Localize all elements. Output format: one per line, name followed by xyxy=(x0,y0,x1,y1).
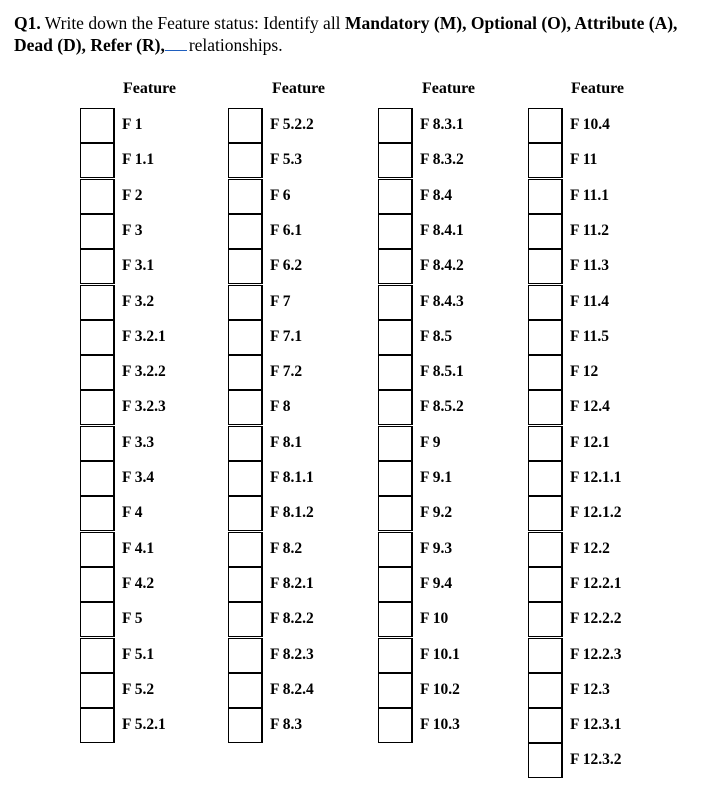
feature-label: F 8.4 xyxy=(420,187,453,204)
feature-label: F 8.4.2 xyxy=(420,257,464,274)
feature-label: F 11.1 xyxy=(570,187,610,204)
feature-label: F 9 xyxy=(420,434,441,451)
status-checkbox[interactable] xyxy=(528,496,563,531)
status-checkbox[interactable] xyxy=(528,461,563,496)
feature-label: F 8.4.3 xyxy=(420,293,464,310)
status-checkbox[interactable] xyxy=(228,320,263,355)
status-checkbox[interactable] xyxy=(228,708,263,743)
feature-label: F 12.3.2 xyxy=(570,751,622,768)
feature-label: F 8.5 xyxy=(420,328,453,345)
blank-underline xyxy=(165,35,187,51)
feature-label: F 12.1.1 xyxy=(570,469,622,486)
feature-label: F 11 xyxy=(570,151,598,168)
feature-label: F 12.4 xyxy=(570,398,610,415)
feature-label: F 4.1 xyxy=(122,540,155,557)
status-checkbox[interactable] xyxy=(228,638,263,673)
feature-label: F 1 xyxy=(122,116,143,133)
status-checkbox[interactable] xyxy=(228,602,263,637)
status-checkbox[interactable] xyxy=(80,638,115,673)
question-number: Q1. xyxy=(14,13,41,33)
status-checkbox[interactable] xyxy=(228,426,263,461)
status-checkbox[interactable] xyxy=(378,143,413,178)
column-header-1: Feature xyxy=(123,80,177,97)
feature-label: F 8.2.3 xyxy=(270,646,314,663)
feature-label: F 10.1 xyxy=(420,646,460,663)
feature-label: F 11.2 xyxy=(570,222,610,239)
feature-label: F 6.1 xyxy=(270,222,303,239)
status-checkbox[interactable] xyxy=(228,179,263,214)
feature-label: F 8.1.1 xyxy=(270,469,314,486)
feature-label: F 9.2 xyxy=(420,504,453,521)
status-checkbox[interactable] xyxy=(228,143,263,178)
feature-label: F 3.4 xyxy=(122,469,155,486)
status-checkbox[interactable] xyxy=(378,708,413,743)
status-checkbox[interactable] xyxy=(528,426,563,461)
status-checkbox[interactable] xyxy=(80,496,115,531)
status-checkbox[interactable] xyxy=(228,567,263,602)
feature-label: F 5.2 xyxy=(122,681,155,698)
feature-label: F 4 xyxy=(122,504,143,521)
feature-label: F 8.2.2 xyxy=(270,610,314,627)
status-checkbox[interactable] xyxy=(528,108,563,143)
status-checkbox[interactable] xyxy=(528,285,563,320)
feature-label: F 5.1 xyxy=(122,646,155,663)
status-checkbox[interactable] xyxy=(228,108,263,143)
feature-label: F 7.2 xyxy=(270,363,303,380)
feature-label: F 3.2.2 xyxy=(122,363,166,380)
feature-label: F 12 xyxy=(570,363,599,380)
feature-label: F 11.5 xyxy=(570,328,610,345)
feature-label: F 3.3 xyxy=(122,434,155,451)
status-checkbox[interactable] xyxy=(528,708,563,743)
status-checkbox[interactable] xyxy=(378,532,413,567)
status-checkbox[interactable] xyxy=(528,390,563,425)
feature-label: F 10.2 xyxy=(420,681,460,698)
feature-label: F 12.2.3 xyxy=(570,646,622,663)
status-checkbox[interactable] xyxy=(528,249,563,284)
feature-label: F 3.2 xyxy=(122,293,155,310)
feature-label: F 9.1 xyxy=(420,469,453,486)
status-checkbox[interactable] xyxy=(378,602,413,637)
feature-label: F 10.4 xyxy=(570,116,610,133)
feature-label: F 5.2.1 xyxy=(122,716,166,733)
status-checkbox[interactable] xyxy=(80,602,115,637)
status-checkbox[interactable] xyxy=(378,108,413,143)
feature-label: F 8.2 xyxy=(270,540,303,557)
status-checkbox[interactable] xyxy=(80,179,115,214)
status-checkbox[interactable] xyxy=(80,249,115,284)
status-checkbox[interactable] xyxy=(228,214,263,249)
feature-label: F 8.2.4 xyxy=(270,681,314,698)
feature-label: F 8.1.2 xyxy=(270,504,314,521)
feature-label: F 3.2.1 xyxy=(122,328,166,345)
feature-label: F 5.3 xyxy=(270,151,303,168)
status-checkbox[interactable] xyxy=(378,214,413,249)
status-checkbox[interactable] xyxy=(378,496,413,531)
status-checkbox[interactable] xyxy=(80,673,115,708)
feature-label: F 11.4 xyxy=(570,293,610,310)
status-checkbox[interactable] xyxy=(80,426,115,461)
status-checkbox[interactable] xyxy=(528,532,563,567)
status-checkbox[interactable] xyxy=(228,496,263,531)
feature-label: F 8.3 xyxy=(270,716,303,733)
feature-label: F 8.4.1 xyxy=(420,222,464,239)
status-checkbox[interactable] xyxy=(80,320,115,355)
status-checkbox[interactable] xyxy=(528,214,563,249)
feature-label: F 8.1 xyxy=(270,434,303,451)
feature-label: F 10 xyxy=(420,610,449,627)
feature-label: F 3.1 xyxy=(122,257,155,274)
question-text xyxy=(14,12,704,56)
status-checkbox[interactable] xyxy=(528,638,563,673)
status-checkbox[interactable] xyxy=(378,355,413,390)
feature-label: F 9.4 xyxy=(420,575,453,592)
question-text-b: relationships. xyxy=(188,35,283,55)
feature-label: F 5.2.2 xyxy=(270,116,314,133)
status-checkbox[interactable] xyxy=(80,532,115,567)
status-checkbox[interactable] xyxy=(228,390,263,425)
status-checkbox[interactable] xyxy=(528,355,563,390)
feature-label: F 10.3 xyxy=(420,716,460,733)
status-checkbox[interactable] xyxy=(528,179,563,214)
feature-label: F 12.2.1 xyxy=(570,575,622,592)
status-checkbox[interactable] xyxy=(528,143,563,178)
feature-label: F 8.5.1 xyxy=(420,363,464,380)
status-checkbox[interactable] xyxy=(378,249,413,284)
status-checkbox[interactable] xyxy=(378,638,413,673)
optional-label: Optional (O), xyxy=(470,13,575,33)
status-checkbox[interactable] xyxy=(228,673,263,708)
feature-label: F 12.3.1 xyxy=(570,716,622,733)
feature-label: F 2 xyxy=(122,187,143,204)
attribute-label: Attribute (A), xyxy=(574,13,678,33)
feature-label: F 7.1 xyxy=(270,328,303,345)
status-checkbox[interactable] xyxy=(80,461,115,496)
feature-label: F 11.3 xyxy=(570,257,610,274)
feature-label: F 6 xyxy=(270,187,291,204)
mandatory-label: Mandatory (M), xyxy=(344,13,471,33)
column-header-3: Feature xyxy=(422,80,476,97)
status-checkbox[interactable] xyxy=(228,532,263,567)
status-checkbox[interactable] xyxy=(378,285,413,320)
refer-label: Refer (R) xyxy=(90,35,161,55)
status-checkbox[interactable] xyxy=(80,108,115,143)
feature-label: F 5 xyxy=(122,610,143,627)
status-checkbox[interactable] xyxy=(528,320,563,355)
status-checkbox[interactable] xyxy=(378,390,413,425)
status-checkbox[interactable] xyxy=(80,567,115,602)
status-checkbox[interactable] xyxy=(378,673,413,708)
feature-label: F 12.1 xyxy=(570,434,610,451)
feature-label: F 12.1.2 xyxy=(570,504,622,521)
status-checkbox[interactable] xyxy=(228,461,263,496)
feature-label: F 12.2.2 xyxy=(570,610,622,627)
dead-label: Dead (D), xyxy=(14,35,91,55)
question-text-a: Write down the Feature status: Identify all xyxy=(40,13,345,33)
feature-label: F 1.1 xyxy=(122,151,155,168)
status-checkbox[interactable] xyxy=(228,355,263,390)
status-checkbox[interactable] xyxy=(80,355,115,390)
feature-label: F 7 xyxy=(270,293,291,310)
feature-label: F 8.3.1 xyxy=(420,116,464,133)
feature-label: F 8.3.2 xyxy=(420,151,464,168)
feature-label: F 8.2.1 xyxy=(270,575,314,592)
feature-label: F 6.2 xyxy=(270,257,303,274)
status-checkbox[interactable] xyxy=(378,179,413,214)
status-checkbox[interactable] xyxy=(80,214,115,249)
status-checkbox[interactable] xyxy=(80,285,115,320)
feature-label: F 12.3 xyxy=(570,681,610,698)
status-checkbox[interactable] xyxy=(378,320,413,355)
feature-label: F 8 xyxy=(270,398,291,415)
feature-label: F 8.5.2 xyxy=(420,398,464,415)
status-checkbox[interactable] xyxy=(80,143,115,178)
feature-label: F 3.2.3 xyxy=(122,398,166,415)
column-header-2: Feature xyxy=(272,80,326,97)
status-checkbox[interactable] xyxy=(378,426,413,461)
refer-separator: , xyxy=(160,35,165,55)
column-header-4: Feature xyxy=(571,80,625,97)
status-checkbox[interactable] xyxy=(378,461,413,496)
status-checkbox[interactable] xyxy=(528,567,563,602)
status-checkbox[interactable] xyxy=(378,567,413,602)
feature-label: F 3 xyxy=(122,222,143,239)
status-checkbox[interactable] xyxy=(228,249,263,284)
feature-label: F 9.3 xyxy=(420,540,453,557)
feature-label: F 12.2 xyxy=(570,540,610,557)
status-checkbox[interactable] xyxy=(528,673,563,708)
status-checkbox[interactable] xyxy=(228,285,263,320)
status-checkbox[interactable] xyxy=(528,602,563,637)
status-checkbox[interactable] xyxy=(528,743,563,778)
status-checkbox[interactable] xyxy=(80,390,115,425)
feature-label: F 4.2 xyxy=(122,575,155,592)
status-checkbox[interactable] xyxy=(80,708,115,743)
